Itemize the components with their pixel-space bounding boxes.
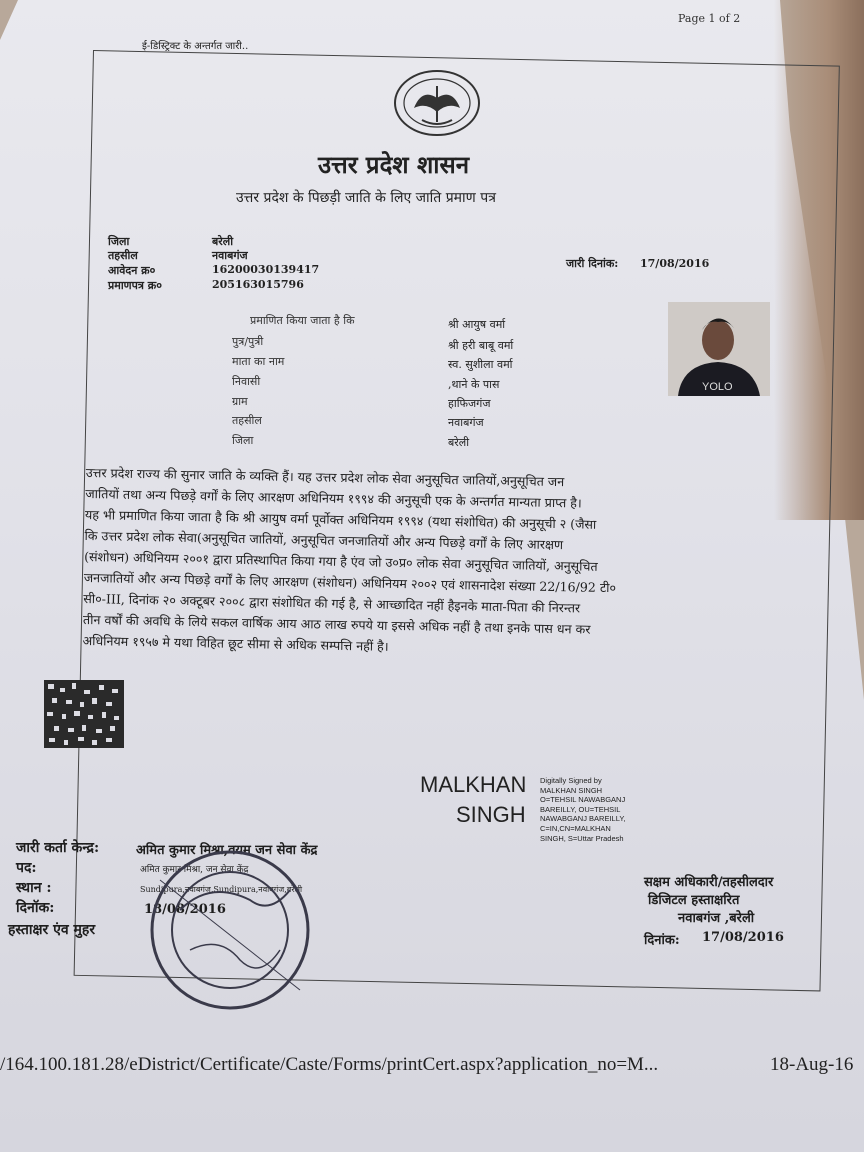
detail-tehsil-value: नवाबगंज: [448, 416, 484, 429]
certified-name: श्री आयुष वर्मा: [448, 318, 506, 331]
resident-value: ,थाने के पास: [448, 378, 500, 391]
svg-text:YOLO: YOLO: [702, 381, 733, 393]
date-label: दिनॉक:: [16, 900, 55, 916]
certified-label: प्रमाणित किया जाता है कि: [250, 314, 355, 327]
place-label: स्थान :: [16, 880, 52, 896]
father-name: श्री हरी बाबू वर्मा: [448, 339, 514, 352]
certificate-body: [82, 462, 793, 665]
authority-title: सक्षम अधिकारी/तहसीलदार: [644, 875, 774, 890]
district-value: बरेली: [212, 235, 234, 248]
authority-signed-note: डिजिटल हस्ताक्षरित: [648, 893, 740, 908]
village-value: हाफिजगंज: [448, 397, 491, 410]
page-number: Page 1 of 2: [678, 12, 741, 25]
body-line: कि उत्तर प्रदेश लोक सेवा(अनुसूचित जातियों, अनुसूचित जनजातियों और अन्य पिछड़े वर्गों के लिए आरक्षण: [84, 527, 564, 553]
issue-date-value: 17/08/2016: [640, 257, 710, 270]
application-label: आवेदन क्र०: [108, 264, 156, 277]
mother-name: स्व. सुशीला वर्मा: [448, 358, 513, 371]
qr-code: [44, 680, 124, 748]
post-label: पद:: [16, 860, 37, 876]
district-label: जिला: [108, 235, 130, 248]
sign-seal-label: हस्ताक्षर एंव मुहर: [8, 922, 96, 938]
detail-district-label: जिला: [232, 434, 254, 447]
resident-label: निवासी: [232, 375, 261, 388]
body-line: सी०-III, दिनांक २० अक्टूबर २००८ द्वारा संशोधित की गई है, से आच्छादित नहीं हैइनके माता-पिता की निरन्तर: [83, 590, 581, 616]
date-value: 18/08/2016: [144, 902, 226, 917]
village-label: ग्राम: [232, 395, 248, 408]
signer-last-name: SINGH: [456, 802, 526, 827]
detail-district-value: बरेली: [448, 436, 470, 449]
applicant-photo: [668, 302, 770, 396]
authority-date: 17/08/2016: [702, 930, 784, 945]
up-government-emblem: [392, 68, 482, 138]
rubber-stamp-seal: [140, 840, 320, 1020]
detail-tehsil-label: तहसील: [232, 414, 262, 427]
certificate-label: प्रमाणपत्र क्र०: [108, 279, 162, 292]
digital-signature-details: Digitally Signed by MALKHAN SINGH O=TEHSIL NAWABGANJ BAREILLY, OU=TEHSIL NAWABGANJ BAREILLY, C=IN,CN=MALKHAN SINGH, S=Uttar Pradesh: [540, 776, 626, 843]
son-label: पुत्र/पुत्री: [232, 335, 264, 348]
body-line: उत्तर प्रदेश राज्य की सुनार जाति के व्यक्ति हैं। यह उत्तर प्रदेश लोक सेवा अनुसूचित जातियों,अनुसूचित जन: [85, 464, 565, 490]
tehsil-value: नवाबगंज: [212, 249, 248, 262]
application-number: 16200030139417: [212, 263, 320, 276]
authority-date-label: दिनांक:: [644, 933, 680, 948]
body-line: (संशोधन) अधिनियम २००१ द्वारा प्रतिस्थापित किया गया है एंव जो उ०प्र० लोक सेवा अनुसूचित जातियों, अनुसूचित: [84, 548, 598, 574]
mother-label: माता का नाम: [232, 355, 285, 368]
edistrict-note: ई-डिस्ट्रिक्ट के अन्तर्गत जारी..: [142, 41, 249, 52]
print-date: 18-Aug-16: [770, 1054, 854, 1075]
certificate-subtitle: उत्तर प्रदेश के पिछड़ी जाति के लिए जाति प्रमाण पत्र: [236, 190, 496, 206]
body-line: जातियों तथा अन्य पिछड़े वर्गों के लिए आरक्षण अधिनियम १९९४ की अनुसूची एक के अन्तर्गत मान्यता प्राप्त है।: [85, 485, 582, 511]
post-value: अमित कुमार मिश्रा, जन सेवा केंद्र: [140, 865, 249, 875]
certificate-title: उत्तर प्रदेश शासन: [318, 150, 470, 179]
body-line: जनजातियों और अन्य पिछड़े वर्गों के लिए आरक्षण (संशोधन) अधिनियम २००२ एवं शासनादेश संख्या 22/16/92 टी०: [83, 569, 617, 596]
issue-date-label: जारी दिनांक:: [566, 257, 619, 270]
place-value: Sundipura,नवाबगंज,Sundipura,नवाबगंज,बरेली: [140, 885, 303, 894]
issuer-center-label: जारी कर्ता केन्द्र:: [16, 840, 100, 856]
body-line: अधिनियम १९५७ मे यथा विहित छूट सीमा से अधिक सम्पत्ति नहीं है।: [82, 632, 389, 654]
issuer-center-name: अमित कुमार मिश्रा,वयम जन सेवा केंद्र: [136, 843, 318, 858]
certificate-number: 205163015796: [212, 278, 304, 291]
signer-first-name: MALKHAN: [420, 772, 527, 797]
print-url: /164.100.181.28/eDistrict/Certificate/Caste/Forms/printCert.aspx?application_no=M...: [0, 1054, 659, 1075]
body-line: यह भी प्रमाणित किया जाता है कि श्री आयुष वर्मा पूर्वोक्त अधिनियम १९९४ (यथा संशोधित) की अनुसूची २ (जैसा: [84, 506, 597, 532]
tehsil-label: तहसील: [108, 249, 138, 262]
authority-location: नवाबगंज ,बरेली: [678, 911, 755, 926]
body-line: तीन वर्षों की अवधि के लिये सकल वार्षिक आय आठ लाख रुपये या इससे अधिक नहीं है तथा इनके पास धन कर: [82, 611, 591, 637]
